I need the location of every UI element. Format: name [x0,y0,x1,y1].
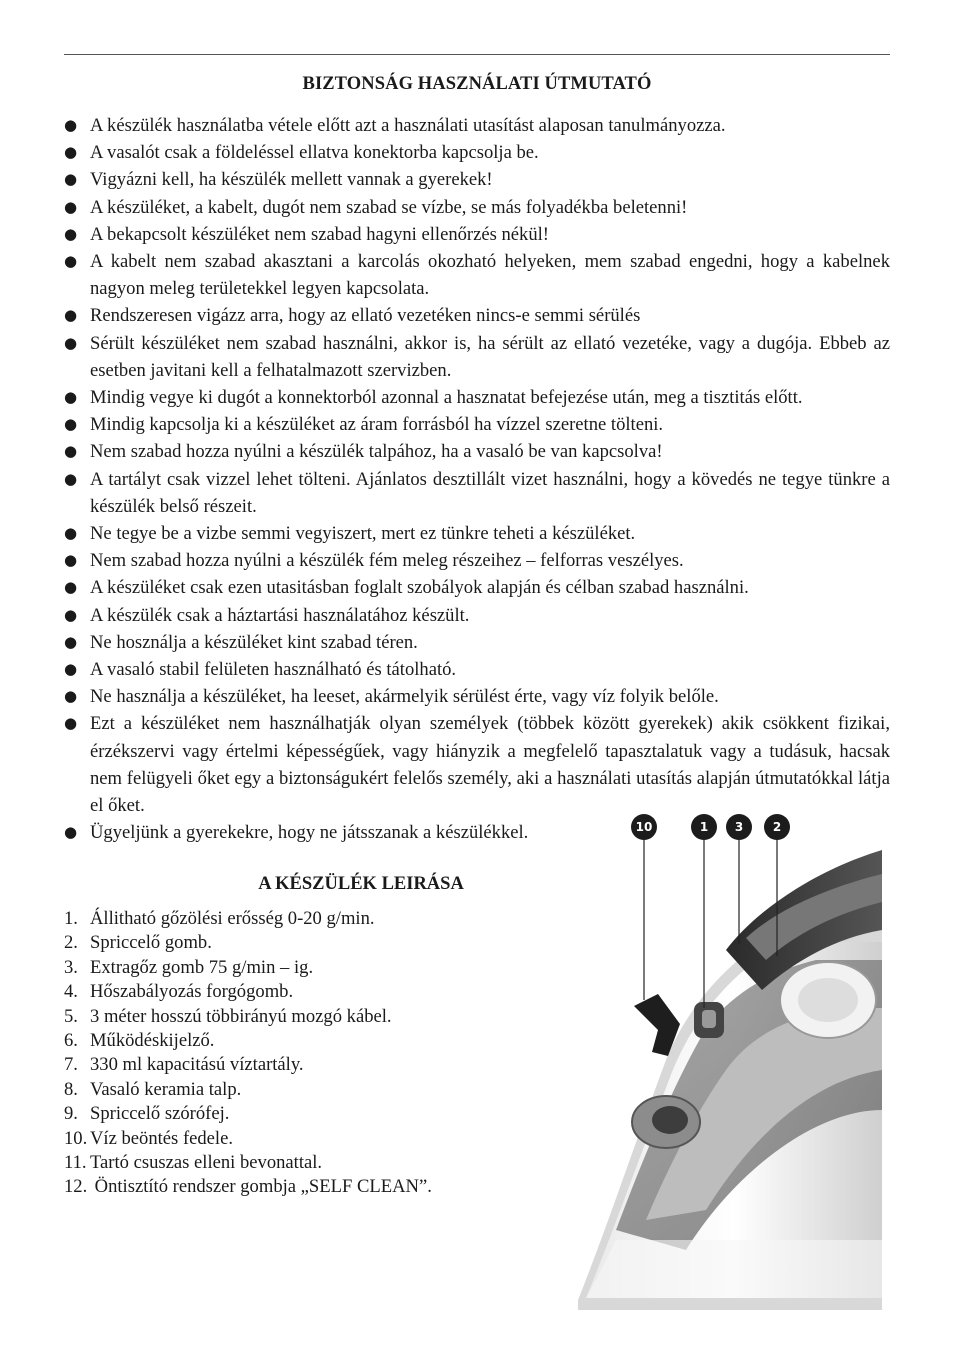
item-text: 330 ml kapacitású víztartály. [90,1054,304,1076]
safety-item: ● A kabelt nem szabad akasztani a karcolás okozható helyeken, mem szabad engedni, hogy a kabelnek nagyon meleg területekkel legyen kapcsolata. [64,248,890,302]
item-text: Spriccelő szórófej. [90,1103,230,1125]
safety-item: ● Mindig vegye ki dugót a konnektorból azonnal a hasznatat befejezése után, meg a tisztitás előtt. [64,384,890,411]
item-number: 7. [64,1054,78,1076]
list-item [64,1078,584,1102]
item-text: Spriccelő gomb. [90,932,212,954]
item-text: Működéskijelző. [90,1030,215,1052]
list-item [64,907,584,931]
safety-item: ● Nem szabad hozza nyúlni a készülék fém meleg részeihez – felforras veszélyes. [64,547,890,574]
description-title: A KÉSZÜLÉK LEIRÁSA [258,874,464,894]
callout-badge: 2 [764,814,790,840]
item-text: 3 méter hosszú többirányú mozgó kábel. [90,1005,392,1027]
safety-item: ● Vigyázni kell, ha készülék mellett vannak a gyerekek! [64,166,890,193]
safety-item: ● Mindig kapcsolja ki a készüléket az áram forrásból ha vízzel szeretne tölteni. [64,411,890,438]
item-number: 2. [64,932,78,954]
item-number: 8. [64,1078,78,1100]
item-text: Hőszabályozás forgógomb. [90,981,294,1003]
list-item [64,980,584,1004]
safety-item: ● Ne használja a készüléket, ha leeset, akármelyik sérülést érte, vagy víz folyik belőle. [64,683,890,710]
item-number: 4. [64,981,78,1003]
item-text: Tartó csuszas elleni bevonattal. [90,1152,323,1174]
safety-item: ● Sérült készüléket nem szabad használni, akkor is, ha sérült az ellató vezetéke, vagy a dugója. Ebbeb az esetben javitani kell a felhatalmazott szervizben. [64,330,890,384]
item-text: Öntisztító rendszer gombja „SELF CLEAN”. [90,1176,432,1198]
safety-item: ● A készüléket, a kabelt, dugót nem szabad se vízbe, se más folyadékba beletenni! [64,194,890,221]
safety-item: ● Ne hosználja a készüléket kint szabad téren. [64,629,890,656]
safety-item: ● A bekapcsolt készüléket nem szabad hagyni ellenőrzés nékül! [64,221,890,248]
top-divider [64,54,890,55]
list-item [64,931,584,955]
parts-list [64,907,584,1200]
item-number: 1. [64,908,78,929]
callout-badge: 3 [726,814,752,840]
item-number: 9. [64,1103,78,1125]
list-item [64,1102,584,1126]
callout-badge: 10 [631,814,657,840]
item-number: 11. [64,1152,87,1174]
safety-item: ● A tartályt csak vizzel lehet tölteni. Ajánlatos desztillált vizet használni, hogy a kövedés ne tegye tünkre a készülék belső részeit. [64,466,890,520]
item-text: Állitható gőzölési erősség 0-20 g/min. [90,908,375,929]
safety-list [64,112,890,846]
safety-item: ● A vasaló stabil felületen használható és tátolható. [64,656,890,683]
list-item [64,1005,584,1029]
list-item [64,1127,584,1151]
list-item [64,956,584,980]
safety-item: ● Rendszeresen vigázz arra, hogy az ellató vezetéken nincs-e semmi sérülés [64,302,890,329]
list-item [64,1175,584,1199]
steam-iron-icon [576,810,892,1310]
item-text: Víz beöntés fedele. [90,1127,234,1149]
list-item [64,1029,584,1053]
safety-item: ● Nem szabad hozza nyúlni a készülék talpához, ha a vasaló be van kapcsolva! [64,438,890,465]
item-number: 10. [64,1127,88,1149]
safety-item: ● Ezt a készüléket nem használhatják olyan személyek (többek között gyerekek) akik csökkent fizikai, érzékszervi vagy értelmi képességűek, vagy hiányzik a megfelelő tapasztalatuk vagy a tudásuk, hacsak nem felügyeli őket egy a biztonságukért felelős személy, aki a használati utasítás alapján útmutatókkal látja el őket. [64,710,890,819]
item-number: 3. [64,956,78,978]
item-number: 12. [64,1176,88,1198]
safety-title: BIZTONSÁG HASZNÁLATI ÚTMUTATÓ [302,74,652,94]
safety-item: ● Ne tegye be a vizbe semmi vegyiszert, mert ez tünkre teheti a készüléket. [64,520,890,547]
item-text: Vasaló keramia talp. [90,1078,242,1100]
item-number: 5. [64,1005,78,1027]
safety-item: ● A készüléket csak ezen utasitásban foglalt szobályok alapján és célban szabad használni. [64,574,890,601]
callout-badge: 1 [691,814,717,840]
safety-item: ● Ügyeljünk a gyerekekre, hogy ne játsszanak a készülékkel. [64,819,610,846]
item-text: Extragőz gomb 75 g/min – ig. [90,956,314,978]
safety-item: ● A készülék használatba vétele előtt azt a használati utasítást alaposan tanulmányozza. [64,112,890,139]
steam-iron-figure [576,810,892,1310]
list-item [64,1151,584,1175]
safety-item: ● A vasalót csak a földeléssel ellatva konektorba kapcsolja be. [64,139,890,166]
list-item [64,1053,584,1077]
item-number: 6. [64,1030,78,1052]
safety-item: ● A készülék csak a háztartási használatához készült. [64,602,890,629]
